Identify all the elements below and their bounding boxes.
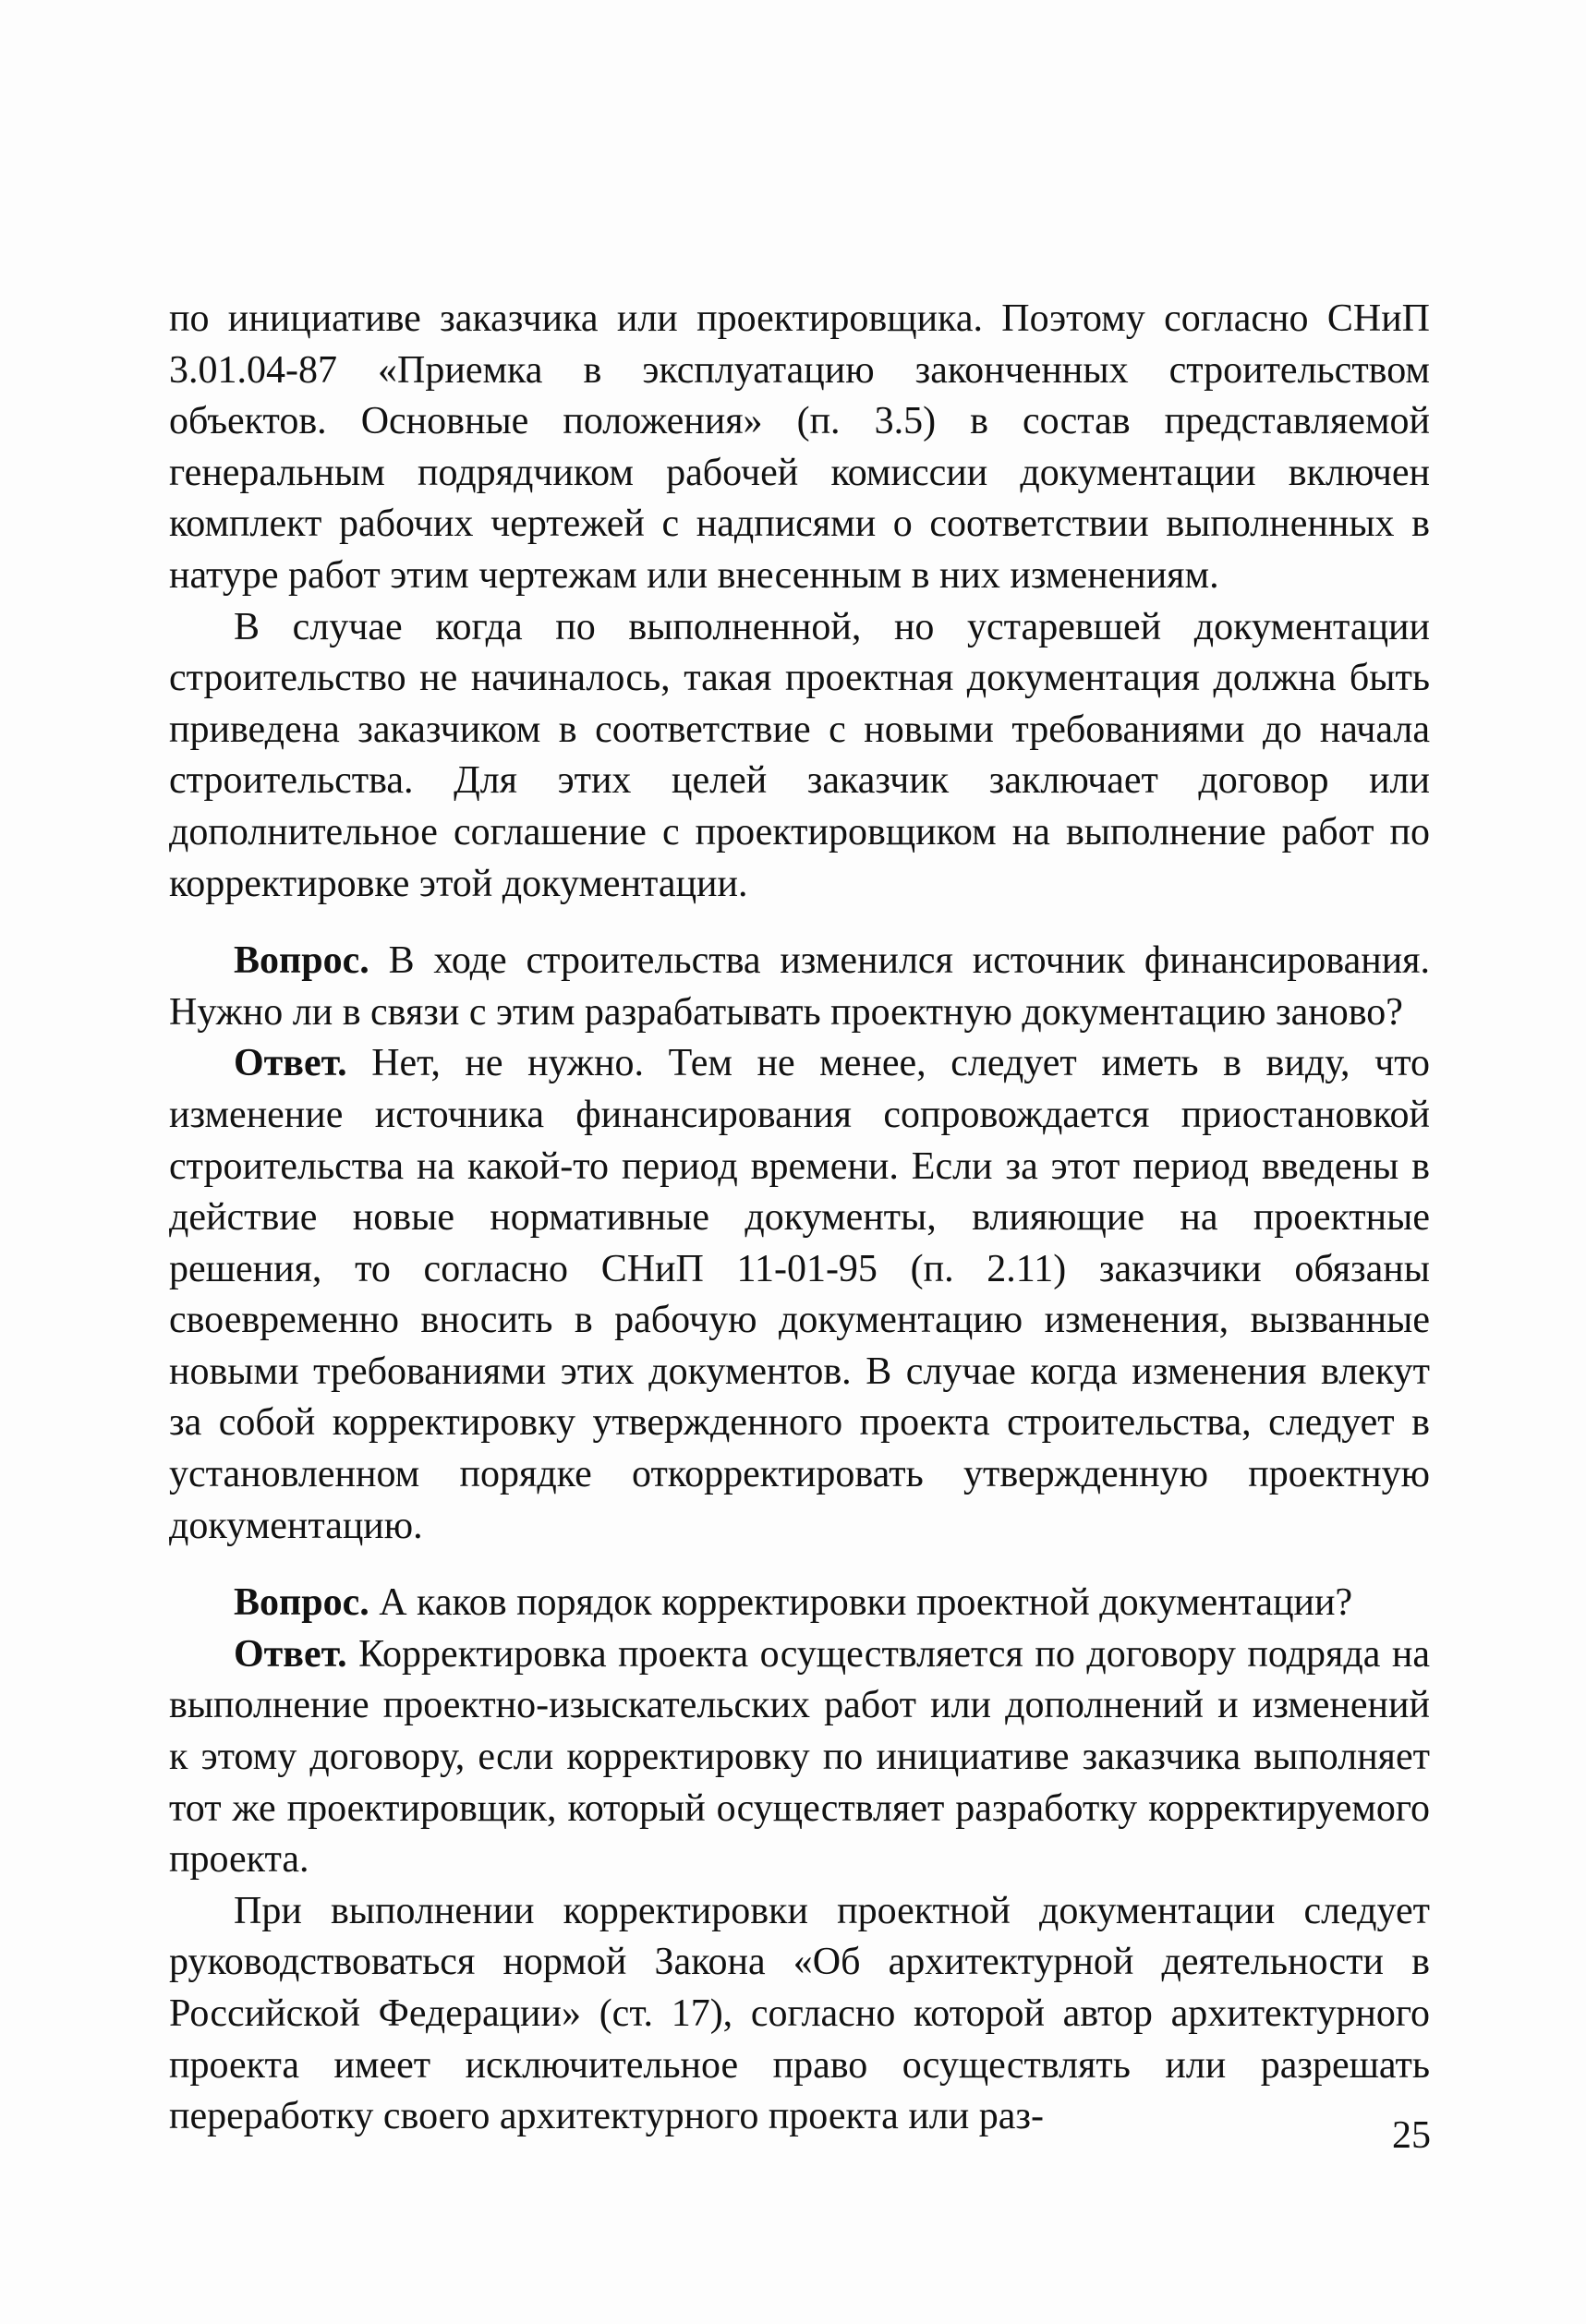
question-1 [169,936,1430,1038]
answer-2 [169,1629,1430,1886]
paragraph-continued: по инициативе заказчика или проектировщика. Поэтому согласно СНиП 3.01.04-87 «Приемка в эксплуатацию законченных строительством объектов. Основные положения» (п. 3.5) в состав представляемой генеральным подрядчиком рабочей комиссии документации включен комплект рабочих чертежей с надписями о соответствии выполненных в натуре работ этим чертежам или внесенным в них изменениям. [169,297,1430,597]
answer-label: Ответ. [234,1632,347,1676]
page-number: 25 [1392,2114,1431,2157]
question-text: В ходе строительства изменился источник финансирования. Нужно ли в связи с этим разрабатывать проектную документацию заново? [169,939,1430,1034]
body-text [169,294,1430,2143]
answer-1 [169,1038,1430,1552]
question-2 [169,1578,1430,1629]
paragraph-outdated-docs: В случае когда по выполненной, но устаревшей документации строительство не начиналось, такая проектная документация должна быть приведена заказчиком в соответствие с новыми требованиями до начала строительства. Для этих целей заказчик заключает договор или дополнительное соглашение с проектировщиком на выполнение работ по корректировке этой документации. [169,605,1430,905]
answer-label: Ответ. [234,1042,347,1085]
question-label: Вопрос. [234,1581,369,1625]
paragraph-architect-rights: При выполнении корректировки проектной документации следует руководствоваться нормой Закона «Об архитектурной деятельности в Российской Федерации» (ст. 17), согласно которой автор архитектурного проекта имеет исключительное право осуществлять или разрешать переработку своего архитектурного проекта или раз- [169,1889,1430,2138]
question-label: Вопрос. [234,939,369,983]
answer-text: Корректировка проекта осуществляется по договору подряда на выполнение проектно-изыскательских работ или дополнений и изменений к этому договору, если корректировку по инициативе заказчика выполняет тот же проектировщик, который осуществляет разработку корректируемого проекта. [169,1632,1430,1882]
answer-text: Нет, не нужно. Тем не менее, следует иметь в виду, что изменение источника финансирования сопровождается приостановкой строительства на какой-то период времени. Если за этот период введены в действие новые нормативные документы, влияющие на проектные решения, то согласно СНиП 11-01-95 (п. 2.11) заказчики обязаны своевременно вносить в рабочую документацию изменения, вызванные новыми требованиями этих документов. В случае когда изменения влекут за собой корректировку утвержденного проекта строительства, следует в установленном порядке откорректировать утвержденную проектную документацию. [169,1042,1430,1547]
question-text: А каков порядок корректировки проектной документации? [369,1581,1353,1625]
